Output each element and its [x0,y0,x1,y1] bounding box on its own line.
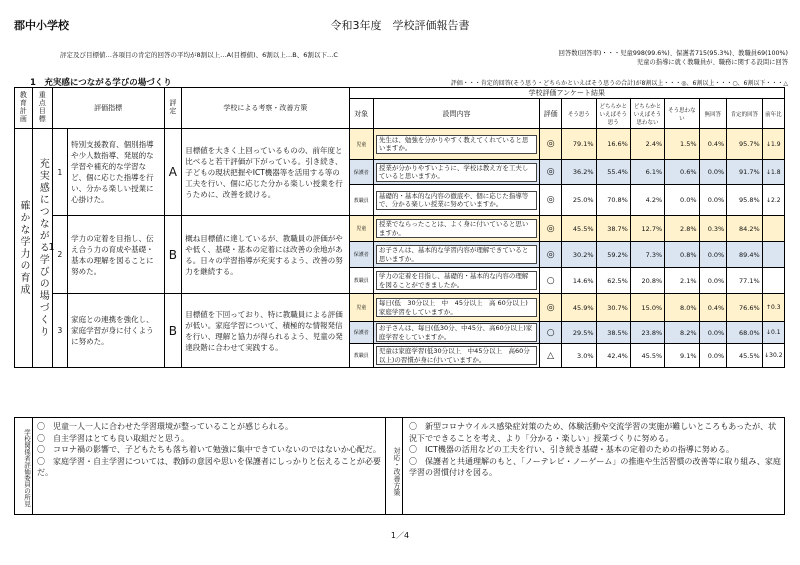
response-measure: 〇 保護者と共通理解のもと、「ノーテレビ・ノーゲーム」の推進や生活習慣の改善等に取り組み、家庭学習の習慣付けを図る。 [409,456,781,477]
policy-text: 目標値を下回っており、特に教職員による評価が低い。家庭学習について、積極的な情報発信を行い、理解と協力が得られるよう、児童の発達段階に合わせて実践する。 [182,294,349,368]
percent-c5: 0.0% [699,344,727,368]
header-question: 設問内容 [373,99,539,129]
target-cell: 保護者 [349,322,373,344]
committee-comment: 〇 家庭学習・自主学習については、教師の意図や思いを保護者にしっかりと伝えることが必要だ。 [37,456,381,477]
header-rating: 評定 [164,88,182,129]
question-text: 毎日(低 30分以上 中 45分以上 高 60分以上)家庭学習をしていますか。 [376,298,537,317]
eval-mark: ◎ [540,185,562,216]
response-count: 回答数(回答率)・・・児童998(99.6%)、保護者715(95.3%)、教職員69(100%) [558,50,788,57]
percent-c2: 16.6% [596,129,630,160]
percent-c5: 0.3% [699,216,727,242]
positive-rate: 95.7% [727,129,762,160]
percent-c1: 14.6% [562,268,596,294]
positive-rate: 84.2% [727,216,762,242]
percent-c2: 70.8% [596,185,630,216]
header-positive: 肯定的回答 [727,99,762,129]
percent-c5: 0.0% [699,185,727,216]
percent-c1: 3.0% [562,344,596,368]
header-evaluation: 評価 [540,99,562,129]
target-cell: 教職員 [349,268,373,294]
percent-c5: 0.0% [699,322,727,344]
percent-c2: 62.5% [596,268,630,294]
school-name: 郡中小学校 [14,19,69,32]
percent-c5: 0.4% [699,129,727,160]
trend-cell: ↑0.3 [762,294,784,322]
target-cell: 教職員 [349,344,373,368]
page-number: 1／4 [390,531,410,540]
eval-mark: ○ [540,268,562,294]
rating-cell: B [164,216,182,294]
indicator-number: 2 [52,216,68,294]
response-label: 対応・改善方策 [385,418,403,514]
trend-cell: ↓0.1 [762,322,784,344]
percent-c4: 0.6% [665,160,699,185]
question-cell [373,185,539,216]
percent-c4: 1.5% [665,129,699,160]
percent-c1: 29.5% [562,322,596,344]
indicator-text: 学力の定着を目指し、伝え合う力の育成や基礎・基本の理解を図ることに努めた。 [68,216,164,294]
percent-c2: 59.2% [596,242,630,268]
percent-c4: 0.0% [665,185,699,216]
positive-rate: 68.0% [727,322,762,344]
question-text: 先生は、勉強を分かりやすく教えてくれていると思いますか。 [376,135,537,154]
percent-c4: 2.1% [665,268,699,294]
percent-c4: 8.2% [665,322,699,344]
focus-cell: 充実感につながる学びの場づくり [32,129,52,368]
report-title: 令和3年度 学校評価報告書 [330,19,470,32]
policy-text: 目標値を大きく上回っているものの、前年度と比べると若干評価が下がっている。引き続き、子どもの現状把握やICT機器等を活用する等の工夫を行い、個に応じた分かる楽しい授業を行うために、改善を続ける。 [182,129,349,216]
question-cell [373,216,539,242]
response-measures [409,421,781,479]
trend-cell [762,268,784,294]
eval-mark: ◎ [540,294,562,322]
question-cell [373,344,539,368]
question-text: 基礎的・基本的な内容の徹底や、個に応じた指導等で、分かる楽しい授業に努めていますか。 [376,191,537,210]
question-cell [373,322,539,344]
header-target: 対象 [349,99,373,129]
positive-rate: 77.1% [727,268,762,294]
eval-mark: ◎ [540,216,562,242]
indicator-text: 特別支援教育、個別指導や少人数指導、発展的な学習や補充的な学習など、個に応じた指導を行い、分かる楽しい授業に心掛けた。 [68,129,164,216]
header-focus: 重点目標 [32,88,52,129]
header-prev: 前年比 [762,99,784,129]
survey-row [15,216,785,242]
percent-c5: 0.0% [699,160,727,185]
percent-c3: 23.8% [630,322,664,344]
header-indicator: 評価指標 [52,88,164,129]
percent-c2: 38.5% [596,322,630,344]
target-cell: 児童 [349,129,373,160]
trend-cell: ↓1.8 [762,160,784,185]
response-note: 児童の指導に就く教職員が、職務に関する設問に回答 [636,59,788,66]
percent-c3: 45.5% [630,344,664,368]
question-cell [373,268,539,294]
trend-cell [762,216,784,242]
committee-comment: 〇 児童一人一人に合わせた学習環境が整っていることが感じられる。 [37,422,293,431]
indicator-text: 家庭との連携を強化し、家庭学習が身に付くように努めた。 [68,294,164,368]
percent-c1: 79.1% [562,129,596,160]
survey-row [15,129,785,160]
target-cell: 保護者 [349,160,373,185]
committee-comment: 〇 コロナ禍の影響で、子どもたちも落ち着いて勉強に集中できていないのではないか心配だ。 [37,445,381,454]
survey-row [15,294,785,322]
percent-c5: 0.0% [699,242,727,268]
question-text: 児童は家庭学習(低30分以上 中45分以上 高60分以上)の習慣が身に付いていますか。 [376,346,537,365]
indicator-number: 1 [52,129,68,216]
percent-c1: 25.0% [562,185,596,216]
percent-c4: 8.0% [665,294,699,322]
percent-c2: 30.7% [596,294,630,322]
percent-c3: 6.1% [630,160,664,185]
percent-c2: 38.7% [596,216,630,242]
eval-mark: ◎ [540,160,562,185]
percent-c2: 42.4% [596,344,630,368]
percent-c5: 0.4% [699,294,727,322]
question-text: お子さんは、基本的な学習内容が理解できていると思いますか。 [376,245,537,264]
committee-comment: 〇 自主学習はとても良い取組だと思う。 [37,433,189,443]
header-survey: 学校評価アンケート結果 [349,88,784,99]
percent-c3: 20.8% [630,268,664,294]
positive-rate: 95.8% [727,185,762,216]
question-cell [373,242,539,268]
indicator-number: 3 [52,294,68,368]
target-cell: 教職員 [349,185,373,216]
header-c2: どちらかといえばそう思う [596,99,630,129]
response-measure: 〇 新型コロナウイルス感染症対策のため、体験活動や交流学習の実施が難しいところもあったが、状況下でできることを考え、より「分かる・楽しい」授業づくりに努める。 [409,422,777,443]
question-cell [373,160,539,185]
trend-cell: ↓1.9 [762,129,784,160]
header-policy: 学校による考察・改善方策 [182,88,349,129]
question-text: お子さんは、毎日(低30分、中45分、高60分以上)家庭学習をしていますか。 [376,323,537,342]
plan-cell: 1 確かな学力の育成 [15,129,33,368]
trend-cell [762,242,784,268]
committee-comments [37,421,382,479]
section-title: 1 充実感につながる学びの場づくり [30,78,172,88]
target-cell: 児童 [349,216,373,242]
rating-cell: A [164,129,182,216]
percent-c1: 36.2% [562,160,596,185]
positive-rate: 89.4% [727,242,762,268]
percent-c1: 30.2% [562,242,596,268]
percent-c1: 45.9% [562,294,596,322]
header-plan: 教育計画 [15,88,33,129]
percent-c2: 55.4% [596,160,630,185]
question-text: 学力の定着を目指し、基礎的・基本的な内容の理解を図ることができましたか。 [376,271,537,290]
eval-mark: ◎ [540,242,562,268]
question-text: 授業でならったことは、よく身に付いていると思いますか。 [376,219,537,238]
percent-c3: 4.2% [630,185,664,216]
percent-c4: 2.8% [665,216,699,242]
trend-cell: ↓30.2 [762,344,784,368]
header-c4: そう思わない [665,99,699,129]
evaluation-table [14,87,785,368]
evaluation-legend: 評価・・・肯定的回答(そう思う・どちらかといえばそう思うの合計)が8割以上・・・◎、6割以上・・・○、6割以下・・・△ [450,80,788,87]
eval-mark: ◎ [540,129,562,160]
percent-c3: 12.7% [630,216,664,242]
target-cell: 保護者 [349,242,373,268]
percent-c1: 45.5% [562,216,596,242]
header-c1: そう思う [562,99,596,129]
percent-c4: 0.8% [665,242,699,268]
positive-rate: 45.5% [727,344,762,368]
eval-mark: ○ [540,322,562,344]
target-cell: 児童 [349,294,373,322]
rating-cell: B [164,294,182,368]
trend-cell: ↓2.2 [762,185,784,216]
percent-c5: 0.0% [699,268,727,294]
eval-mark: △ [540,344,562,368]
question-text: 授業が分かりやすいように、学校は教え方を工夫していると思いますか。 [376,163,537,182]
question-cell [373,294,539,322]
question-cell [373,129,539,160]
percent-c3: 2.4% [630,129,664,160]
positive-rate: 91.7% [727,160,762,185]
percent-c3: 15.0% [630,294,664,322]
positive-rate: 76.6% [727,294,762,322]
policy-text: 概ね目標値に達しているが、教職員の評価がやや低く、基礎・基本の定着には改善の余地がある。日々の学習指導が充実するよう、改善の努力を継続する。 [182,216,349,294]
response-measure: 〇 ICT機器の活用などの工夫を行い、引き続き基礎・基本の定着のための指導に努める。 [409,445,734,454]
committee-label: 学校関係者評価委員の所見 [15,418,33,514]
bottom-panel [14,417,785,515]
header-c3: どちらかといえばそう思わない [630,99,664,129]
percent-c3: 7.3% [630,242,664,268]
header-c5: 無回答 [699,99,727,129]
criteria-legend: 評定及び目標値…各項目の肯定的回答の平均が8割以上…A(目標値)、6割以上…B、6割以下…C [60,51,338,59]
percent-c4: 9.1% [665,344,699,368]
